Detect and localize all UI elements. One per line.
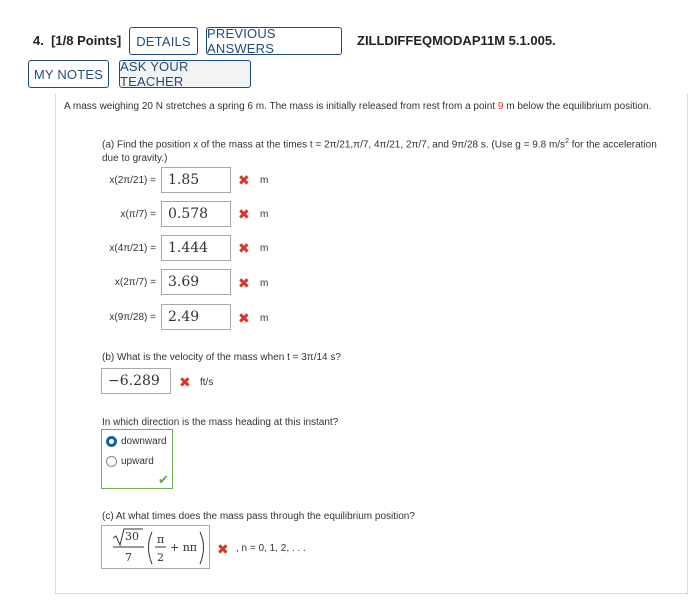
left-paren bbox=[149, 532, 153, 564]
row-label: x(2π/21) = bbox=[109, 175, 156, 186]
equilibrium-times-input[interactable] bbox=[101, 525, 210, 569]
part-a-prompt: (a) Find the position x of the mass at the times t = 2π/21,π/7, 4π/21, 2π/7, and 9π/28 s. (Use g = 9.8 $m/s^2$ for the acceleration due to gravity.) bbox=[102, 138, 657, 165]
right-paren bbox=[200, 532, 204, 564]
unit-label: m bbox=[260, 209, 269, 220]
question-header bbox=[0, 0, 700, 95]
row-label: x(9π/28) = bbox=[109, 312, 156, 323]
x-mark-icon: ✖ bbox=[238, 275, 250, 291]
unit-label: m bbox=[260, 313, 269, 324]
row-label: x(2π/7) = bbox=[114, 277, 156, 288]
answer-input[interactable]: 1.85 bbox=[161, 167, 231, 193]
direction-prompt: In which direction is the mass heading at this instant? bbox=[102, 417, 339, 428]
unit-label: m bbox=[260, 175, 269, 186]
my-notes-button[interactable]: MY NOTES bbox=[28, 60, 109, 88]
radio-downward[interactable] bbox=[106, 436, 117, 447]
velocity-input[interactable]: −6.289 bbox=[101, 368, 171, 394]
x-mark-icon: ✖ bbox=[238, 206, 250, 222]
x-mark-icon: ✖ bbox=[179, 374, 191, 390]
previous-answers-button[interactable]: PREVIOUS ANSWERS bbox=[206, 27, 342, 55]
unit-label: m bbox=[260, 278, 269, 289]
answer-input[interactable]: 3.69 bbox=[161, 269, 231, 295]
x-mark-icon: ✖ bbox=[238, 310, 250, 326]
row-label: x(4π/21) = bbox=[109, 243, 156, 254]
pi-numerator: π bbox=[157, 533, 165, 546]
sqrt-argument: 30 bbox=[125, 530, 139, 543]
x-mark-icon: ✖ bbox=[238, 240, 250, 256]
radio-label-upward: upward bbox=[121, 456, 154, 467]
radio-label-downward: downward bbox=[121, 436, 167, 447]
ask-teacher-button[interactable]: ASK YOUR TEACHER bbox=[119, 60, 251, 88]
problem-statement: A mass weighing 20 N stretches a spring 6 m. The mass is initially released from rest from a point 9 m below the equilibrium position. bbox=[64, 101, 652, 112]
check-mark-icon: ✔ bbox=[158, 472, 169, 487]
plus-npi: + nπ bbox=[170, 541, 198, 554]
x-mark-icon: ✖ bbox=[238, 172, 250, 188]
n-range-text: , n = 0, 1, 2, . . . bbox=[236, 543, 306, 554]
direction-radio-group bbox=[101, 429, 173, 489]
unit-label: m bbox=[260, 243, 269, 254]
part-c-prompt: (c) At what times does the mass pass through the equilibrium position? bbox=[102, 511, 415, 522]
x-mark-icon: ✖ bbox=[217, 541, 229, 557]
denominator: 7 bbox=[125, 551, 132, 564]
details-button[interactable]: DETAILS bbox=[129, 27, 198, 55]
question-id: ZILLDIFFEQMODAP11M 5.1.005. bbox=[357, 33, 556, 48]
highlighted-value: 9 bbox=[497, 101, 504, 112]
answer-input[interactable]: 2.49 bbox=[161, 304, 231, 330]
math-expression bbox=[102, 526, 211, 570]
question-number: 4. [1/8 Points] bbox=[33, 33, 122, 48]
row-label: x(π/7) = bbox=[120, 209, 156, 220]
radio-upward[interactable] bbox=[106, 456, 117, 467]
answer-input[interactable]: 1.444 bbox=[161, 235, 231, 261]
two-denominator: 2 bbox=[157, 551, 164, 564]
unit-label: ft/s bbox=[200, 377, 214, 388]
answer-input[interactable]: 0.578 bbox=[161, 201, 231, 227]
points-label: [1/8 Points] bbox=[51, 33, 122, 48]
part-b-prompt: (b) What is the velocity of the mass when t = 3π/14 s? bbox=[102, 352, 341, 363]
